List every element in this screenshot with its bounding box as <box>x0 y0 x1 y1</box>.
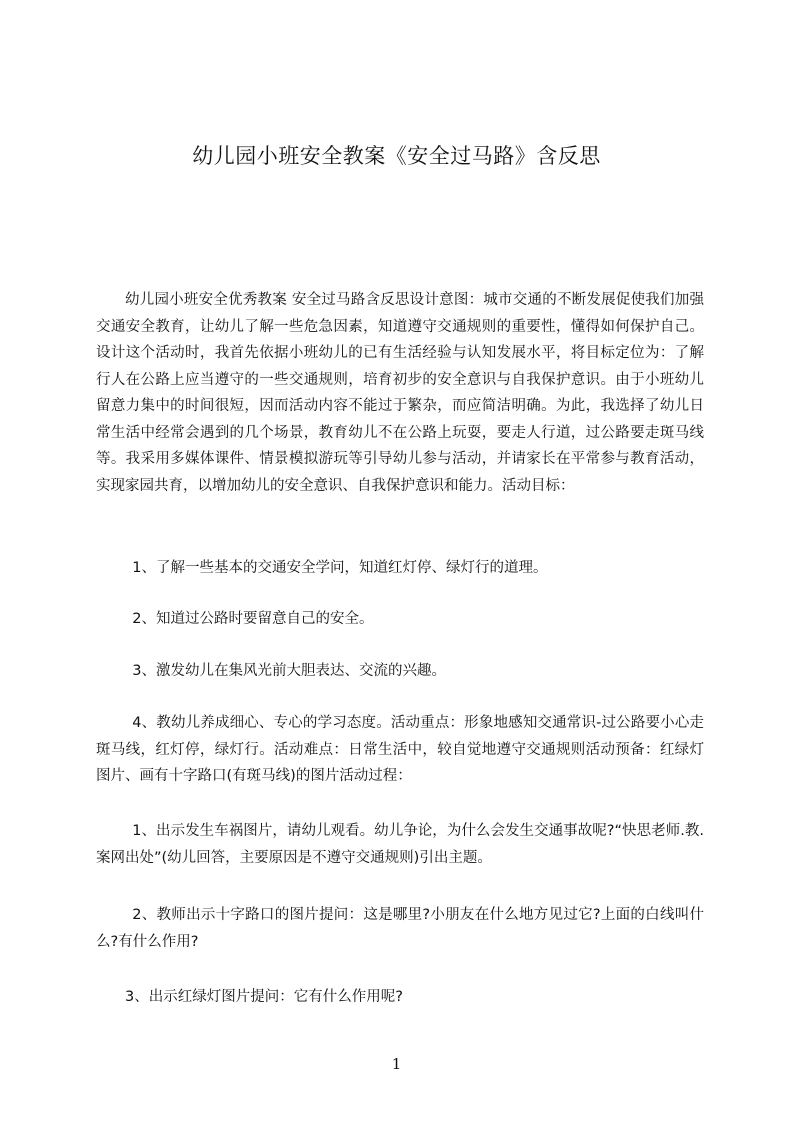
paragraph-goal-4: 4、教幼儿养成细心、专心的学习态度。活动重点：形象地感知交通常识-过公路要小心走斑马线，红灯停，绿灯行。活动难点：日常生活中，较自觉地遵守交通规则活动预备：红绿灯图片、画有十字路口(有斑马线)的图片活动过程： <box>96 715 704 784</box>
paragraph-process-1: 1、出示发生车祸图片，请幼儿观看。幼儿争论，为什么会发生交通事故呢?“快思老师.教.案网出处”(幼儿回答，主要原因是不遵守交通规则)引出主题。 <box>96 823 704 866</box>
document-title: 幼儿园小班安全教案《安全过马路》含反思 <box>192 144 601 168</box>
paragraph-process-3: 3、出示红绿灯图片提问：它有什么作用呢? <box>125 989 403 1005</box>
paragraph-process-2: 2、教师出示十字路口的图片提问：这是哪里?小朋友在什么地方见过它?上面的白线叫什么?有什么作用? <box>96 907 704 950</box>
paragraph-goal-3: 3、激发幼儿在集风光前大胆表达、交流的兴趣。 <box>132 663 446 679</box>
page-number: 1 <box>391 1055 402 1073</box>
paragraph-goal-2: 2、知道过公路时要留意自己的安全。 <box>132 611 374 627</box>
paragraph-goal-1: 1、了解一些基本的交通安全学问，知道红灯停、绿灯行的道理。 <box>132 560 548 576</box>
paragraph-design-intent: 幼儿园小班安全优秀教案 安全过马路含反思设计意图：城市交通的不断发展促使我们加强交通安全教育，让幼儿了解一些危急因素，知道遵守交通规则的重要性，懂得如何保护自己。设计这个活动时，我首先依据小班幼儿的已有生活经验与认知发展水平，将目标定位为：了解行人在公路上应当遵守的一些交通规则，培育初步的安全意识与自我保护意识。由于小班幼儿留意力集中的时间很短，因而活动内容不能过于繁杂，而应简洁明确。为此，我选择了幼儿日常生活中经常会遇到的几个场景，教育幼儿不在公路上玩耍，要走人行道，过公路要走斑马线等。我采用多媒体课件、情景模拟游玩等引导幼儿参与活动，并请家长在平常参与教育活动，实现家园共育，以增加幼儿的安全意识、自我保护意识和能力。活动目标： <box>96 292 704 494</box>
